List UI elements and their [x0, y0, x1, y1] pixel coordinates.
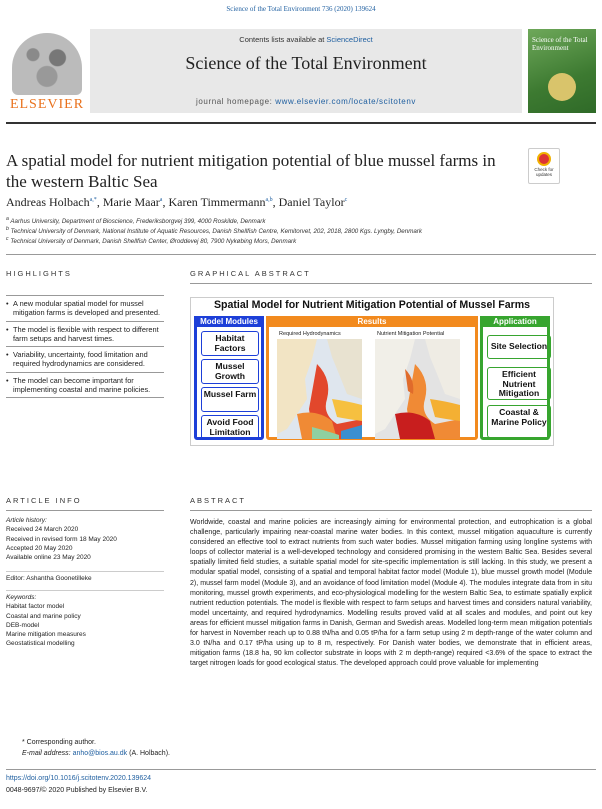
- author-link[interactable]: Marie Maar: [102, 195, 160, 209]
- history-item: Accepted 20 May 2020: [6, 544, 73, 552]
- divider: [190, 510, 592, 511]
- history-item: Received in revised form 18 May 2020: [6, 535, 117, 543]
- divider: [6, 571, 164, 572]
- graphical-abstract-figure[interactable]: [190, 297, 554, 446]
- homepage-link[interactable]: www.elsevier.com/locate/scitotenv: [275, 97, 417, 106]
- sciencedirect-link[interactable]: ScienceDirect: [326, 35, 373, 44]
- panel-header: Application: [480, 316, 550, 327]
- keyword[interactable]: Geostatistical modelling: [6, 640, 75, 648]
- affiliation: $^c$ Technical University of Denmark, Danish Shellfish Center, Øroddevej 80, 7900 Nykøbing Mors, Denmark: [6, 236, 297, 246]
- publisher-name: ELSEVIER: [9, 97, 85, 112]
- hydrodynamics-map[interactable]: [277, 339, 362, 439]
- cover-title: Science of the Total Environment: [532, 36, 588, 52]
- cover-image: [548, 73, 576, 101]
- panel-header: Model Modules: [194, 316, 264, 327]
- updates-icon: [537, 152, 551, 166]
- abstract-text: Worldwide, coastal and marine policies are increasingly aiming for environmental protection, and eutrophication is a global challenge, particularly impairing near-coastal marine water bodies. In this context, mussel mitigation aquaculture is currently considered an effective tool to extract nutrients from such water bodies. Mussel mitigation farming using longline systems with loops of collector material is a well-developed technology and considered promising in the western Baltic Sea. Besides several spatially limited field studies, a suitable spatial model for site-specific implementation is still lacking. In this study, we present a modular spatial model, consisting of a spatial and temporal habitat factor model (Module 1), blue mussel growth model (Module 2), mussel farm model (Module 3), and an avoidance of food limitation model (Module 4). The modules integrate data from in situ monitoring, mussel growth experiments, and eco-physiological modelling for the western Baltic Sea, to estimate spatially explicit nutrient reduction potentials. The model is flexible with respect to farm setups and harvest times and considers natural variability, model uncertainty, and required hydrodynamics. Modelling results proved valid at all scales and modules, and point out key areas for efficient mussel mitigation farms in Danish, German and Swedish areas. Modelled long-term mean mitigation potentials for harvest in November reach up to 0.88 tN/ha and 0.05 tP/ha for a farm setup using 2 m depth-range of the water column and 3.0 tN/ha and 0.17 tP/ha using up to 8 m, respectively. For Danish water bodies, we demonstrate that in efficient areas, mitigation farms (18.8 ha, 90 km collector substrate in loops with 2 m depth-range) required <3.6% of the space to extract the target nitrogen loads for good ecological status. The developed approach could prove valuable for implementing: [190, 519, 592, 668]
- elsevier-logo[interactable]: [6, 29, 88, 113]
- highlights-heading: HIGHLIGHTS: [6, 269, 72, 278]
- application-panel: [480, 316, 550, 440]
- author-list: Andreas Holbach$^{a,*}$, Marie Maar$^a$, Karen Timmermann$^{a,b}$, Daniel Taylor$^c$: [6, 195, 348, 209]
- application-box: Efficient Nutrient Mitigation: [487, 367, 551, 400]
- journal-banner: [90, 29, 522, 113]
- divider: [190, 283, 592, 284]
- contents-line: Contents lists available at ScienceDirect: [239, 35, 373, 44]
- corresponding-author-note: * Corresponding author.: [22, 739, 96, 746]
- article-history: [6, 516, 164, 562]
- affiliation: $^b$ Technical University of Denmark, National Institute of Aquatic Resources, Danish Shellfish Centre, Kemitorvet, 202, 2018, 2800 Kgs. Lyngby, Denmark: [6, 226, 422, 236]
- module-box: Habitat Factors: [201, 331, 259, 356]
- results-panel: [266, 316, 478, 440]
- module-box: Avoid Food Limitation: [201, 415, 259, 440]
- author-link[interactable]: Andreas Holbach: [6, 195, 90, 209]
- list-item: • The model is flexible with respect to different farm setups and harvest times.: [6, 321, 164, 347]
- model-modules-panel: [194, 316, 264, 440]
- map-label: Required Hydrodynamics: [279, 331, 341, 337]
- application-box: Coastal & Marine Policy: [487, 405, 551, 438]
- author-link[interactable]: Karen Timmermann: [168, 195, 266, 209]
- keywords: [6, 593, 164, 649]
- check-for-updates-button[interactable]: Check for updates: [528, 148, 560, 184]
- masthead: [6, 29, 596, 115]
- graphical-abstract-heading: GRAPHICAL ABSTRACT: [190, 269, 311, 278]
- journal-citation[interactable]: Science of the Total Environment 736 (2020) 139624: [226, 5, 376, 13]
- map-image: [277, 339, 362, 439]
- author-link[interactable]: Daniel Taylor: [278, 195, 345, 209]
- divider: [6, 254, 596, 255]
- list-item: • Variability, uncertainty, food limitation and required hydrodynamics are considered.: [6, 346, 164, 372]
- abstract-heading: ABSTRACT: [190, 496, 247, 505]
- keyword[interactable]: Coastal and marine policy: [6, 612, 81, 620]
- module-box: Mussel Farm: [201, 387, 259, 412]
- divider: [6, 122, 596, 124]
- journal-title: Science of the Total Environment: [185, 53, 427, 73]
- figure-title: Spatial Model for Nutrient Mitigation Potential of Mussel Farms: [213, 299, 531, 311]
- keyword[interactable]: Habitat factor model: [6, 603, 65, 611]
- divider: [6, 769, 596, 770]
- elsevier-tree-icon: [12, 33, 82, 95]
- map-label: Nutrient Mitigation Potential: [377, 331, 445, 337]
- map-image: [375, 339, 460, 439]
- divider: [6, 590, 164, 591]
- module-box: Mussel Growth: [201, 359, 259, 384]
- email-link[interactable]: anho@bios.au.dk: [72, 750, 128, 757]
- list-item: • The model can become important for implementing coastal and marine policies.: [6, 372, 164, 399]
- homepage-line: journal homepage: www.elsevier.com/locate/scitotenv: [195, 97, 417, 106]
- article-info-heading: ARTICLE INFO: [6, 496, 82, 505]
- journal-cover[interactable]: [528, 29, 596, 113]
- doi-link[interactable]: https://doi.org/10.1016/j.scitotenv.2020.139624: [6, 775, 152, 782]
- history-label: Article history:: [6, 517, 47, 524]
- mitigation-map[interactable]: [375, 339, 460, 439]
- history-item: Available online 23 May 2020: [6, 554, 91, 562]
- email-line: E-mail address: anho@bios.au.dk (A. Holbach).: [22, 750, 170, 757]
- keyword[interactable]: Marine mitigation measures: [6, 631, 86, 639]
- keywords-label: Keywords:: [6, 594, 37, 601]
- highlights-list: [6, 295, 164, 398]
- application-box: Site Selection: [487, 335, 551, 359]
- list-item: • A new modular spatial model for mussel mitigation farms is developed and presented.: [6, 295, 164, 321]
- history-item: Received 24 March 2020: [6, 526, 79, 534]
- affiliation: $^a$ Aarhus University, Department of Bioscience, Frederiksborgvej 399, 4000 Roskilde, Denmark: [6, 216, 266, 226]
- article-title: A spatial model for nutrient mitigation potential of blue mussel farms in the western Baltic Sea: [6, 151, 496, 191]
- divider: [6, 510, 164, 511]
- copyright: 0048-9697/© 2020 Published by Elsevier B.V.: [6, 787, 148, 794]
- keyword[interactable]: DEB-model: [6, 621, 40, 629]
- editor: Editor: Ashantha Goonetilleke: [6, 575, 92, 582]
- panel-header: Results: [266, 316, 478, 327]
